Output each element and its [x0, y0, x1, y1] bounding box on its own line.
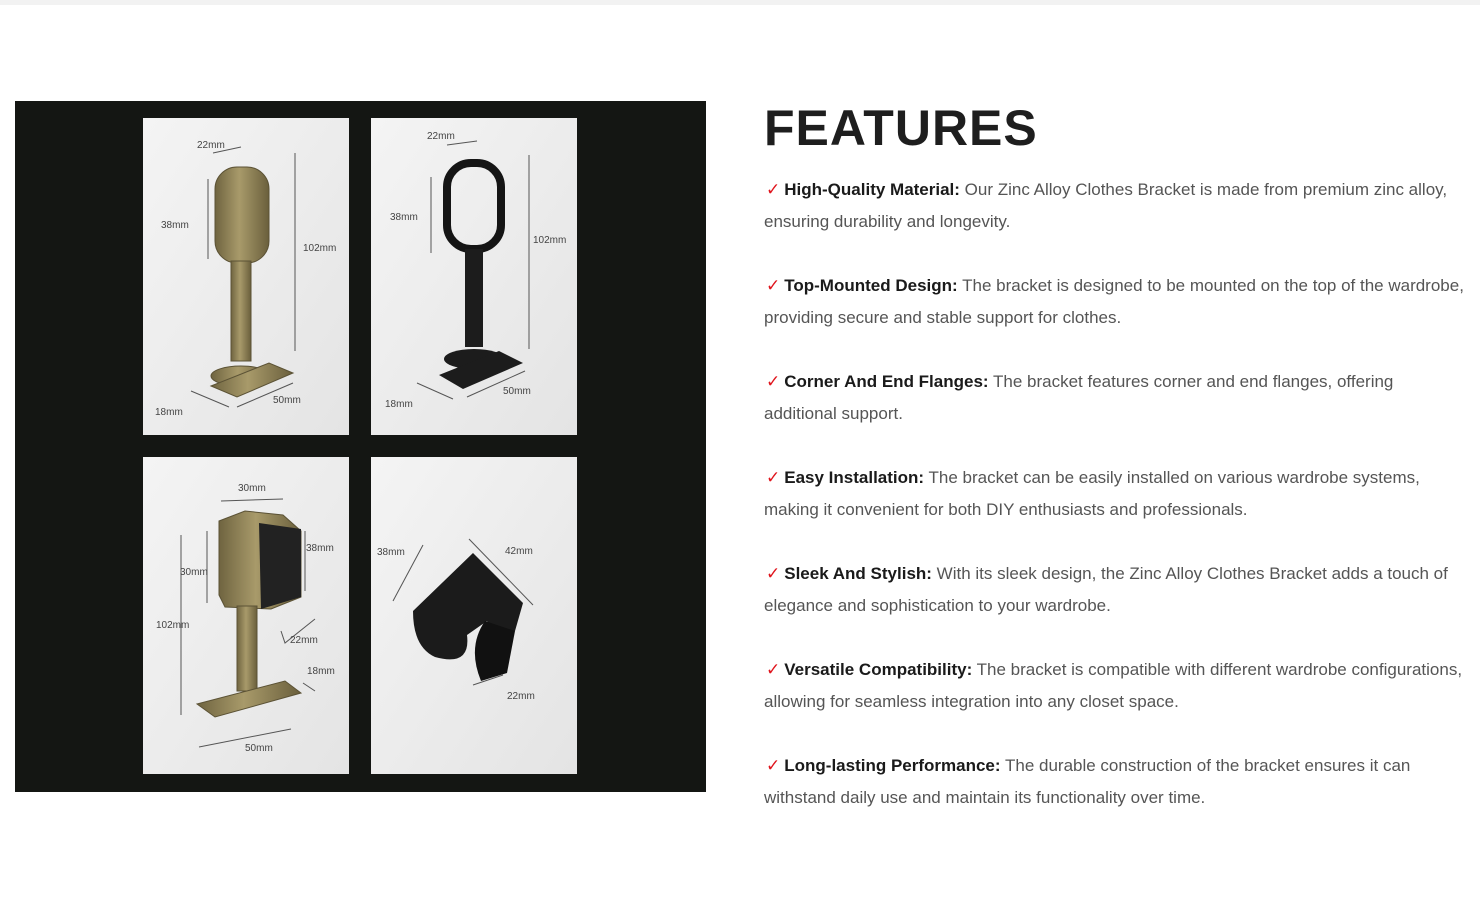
feature-item-material [764, 174, 1464, 238]
dim-label: 102mm [303, 243, 337, 254]
dim-label: 50mm [245, 743, 273, 754]
feature-item-flanges [764, 366, 1464, 430]
features-heading: FEATURES [764, 100, 1038, 156]
dim-label: 42mm [505, 546, 533, 557]
dim-label: 38mm [390, 212, 418, 223]
feature-title: Top-Mounted Design: [784, 276, 958, 295]
feature-text: The bracket can be easily installed on various wardrobe systems, making it convenient for both DIY enthusiasts and professionals. [764, 468, 1420, 519]
feature-item-performance [764, 750, 1464, 814]
dim-label: 22mm [427, 131, 455, 142]
feature-text: Our Zinc Alloy Clothes Bracket is made from premium zinc alloy, ensuring durability and longevity. [764, 180, 1448, 231]
feature-title: Easy Installation: [784, 468, 925, 487]
checkmark-icon: ✓ [766, 372, 781, 391]
feature-title: Corner And End Flanges: [784, 372, 989, 391]
checkmark-icon: ✓ [766, 180, 781, 199]
checkmark-icon: ✓ [766, 468, 781, 487]
dim-label: 22mm [290, 635, 318, 646]
dim-label: 18mm [307, 666, 335, 677]
feature-title: Versatile Compatibility: [784, 660, 973, 679]
top-divider [0, 0, 1480, 5]
features-list [764, 174, 1464, 814]
feature-text: The bracket is compatible with different wardrobe configurations, allowing for seamless integration into any closet space. [764, 660, 1463, 711]
panel-bronze-bracket [143, 118, 349, 435]
feature-item-stylish [764, 558, 1464, 622]
dim-label: 102mm [156, 620, 190, 631]
checkmark-icon: ✓ [766, 660, 781, 679]
feature-title: High-Quality Material: [784, 180, 960, 199]
dim-label: 50mm [503, 386, 531, 397]
dim-label: 18mm [155, 407, 183, 418]
feature-text: With its sleek design, the Zinc Alloy Clothes Bracket adds a touch of elegance and sophistication to your wardrobe. [764, 564, 1448, 615]
feature-item-design [764, 270, 1464, 334]
panel-black-end-clip [371, 457, 577, 774]
panel-black-bracket [371, 118, 577, 435]
dim-label: 22mm [507, 691, 535, 702]
checkmark-icon: ✓ [766, 564, 781, 583]
dim-label: 30mm [238, 483, 266, 494]
product-image [15, 101, 706, 792]
dim-label: 38mm [306, 543, 334, 554]
feature-text: The bracket is designed to be mounted on the top of the wardrobe, providing secure and stable support for clothes. [764, 276, 1464, 327]
checkmark-icon: ✓ [766, 276, 781, 295]
checkmark-icon: ✓ [766, 756, 781, 775]
feature-title: Sleek And Stylish: [784, 564, 932, 583]
dim-label: 30mm [180, 567, 208, 578]
dim-label: 18mm [385, 399, 413, 410]
feature-title: Long-lasting Performance: [784, 756, 1001, 775]
dim-label: 38mm [161, 220, 189, 231]
feature-text: The durable construction of the bracket ensures it can withstand daily use and maintain its functionality over time. [764, 756, 1411, 807]
feature-item-compatibility [764, 654, 1464, 718]
dim-label: 38mm [377, 547, 405, 558]
feature-text: The bracket features corner and end flanges, offering additional support. [764, 372, 1394, 423]
feature-item-installation [764, 462, 1464, 526]
dim-label: 50mm [273, 395, 301, 406]
panel-bronze-flange [143, 457, 349, 774]
dim-label: 102mm [533, 235, 567, 246]
features-section [764, 100, 1464, 846]
dim-label: 22mm [197, 140, 225, 151]
